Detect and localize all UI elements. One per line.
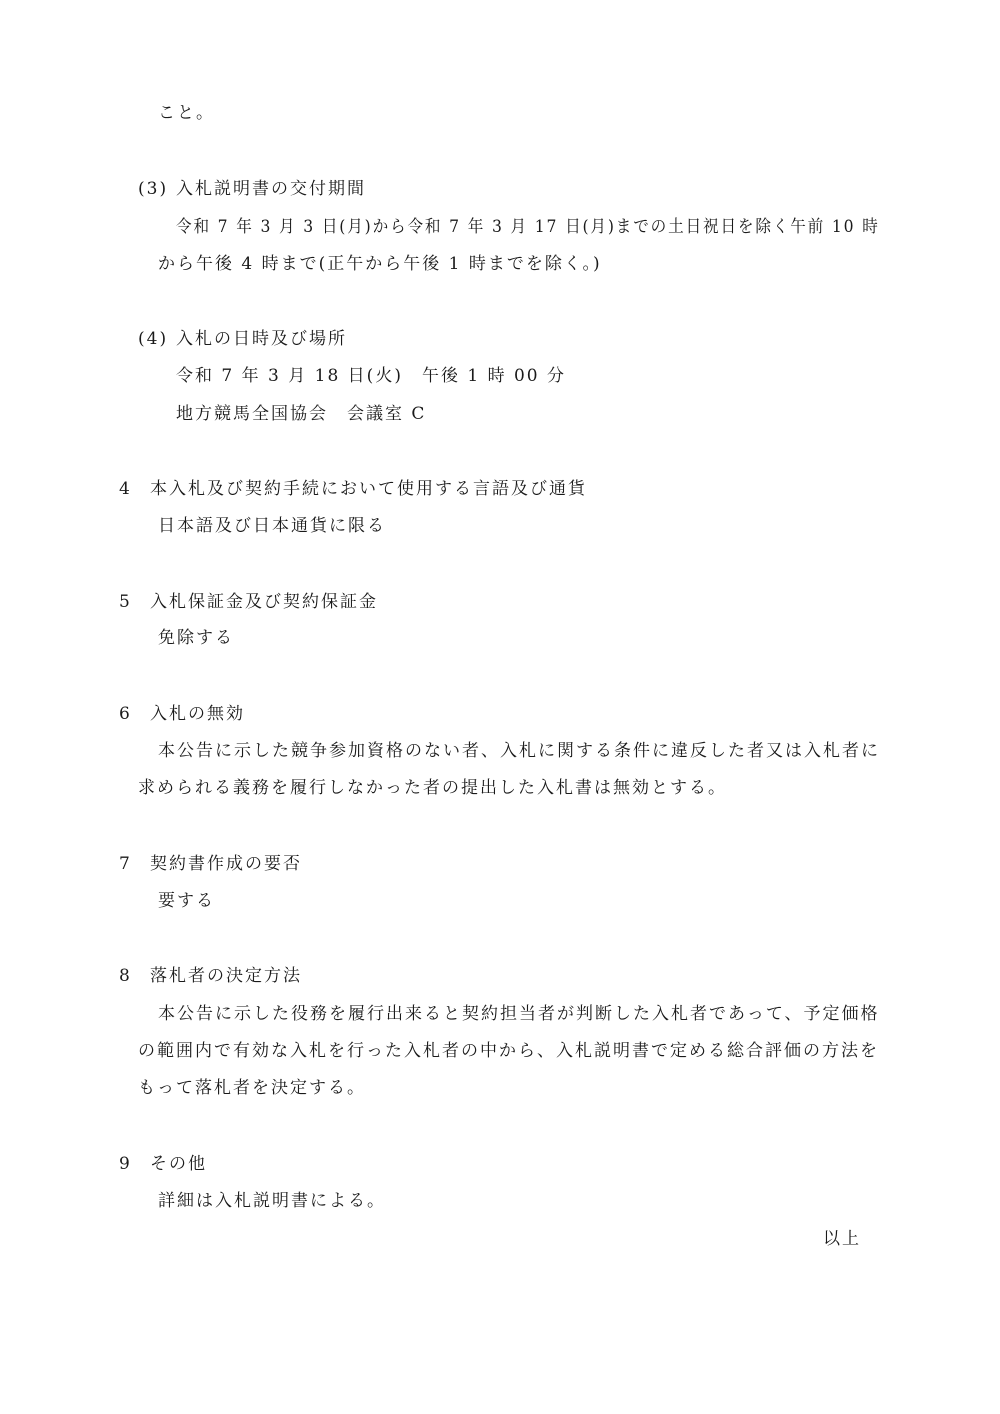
section-9-title: その他 xyxy=(150,1154,207,1174)
section-5-number: 5 xyxy=(119,592,132,612)
section-8-title: 落札者の決定方法 xyxy=(150,966,302,986)
section-9-body: 詳細は入札説明書による。 xyxy=(158,1191,386,1211)
item-4-place: 地方競馬全国協会 会議室 C xyxy=(176,404,427,424)
section-6-title: 入札の無効 xyxy=(150,704,245,724)
section-8-body-line-1: 本公告に示した役務を履行出来ると契約担当者が判断した入札者であって、予定価格 xyxy=(158,1004,880,1024)
item-3-body-line-1: 令和 7 年 3 月 3 日(月)から令和 7 年 3 月 17 日(月)までの土日祝日を除く午前 10 時 xyxy=(176,217,880,237)
item-3-body-line-2: から午後 4 時まで(正午から午後 1 時までを除く。) xyxy=(158,254,602,274)
section-8-body-line-3: もって落札者を決定する。 xyxy=(138,1078,366,1098)
section-6-number: 6 xyxy=(119,704,132,724)
section-6-body-line-1: 本公告に示した競争参加資格のない者、入札に関する条件に違反した者又は入札者に xyxy=(158,741,880,761)
section-7-title: 契約書作成の要否 xyxy=(150,854,302,874)
section-7-number: 7 xyxy=(119,854,132,874)
continuation-text: こと。 xyxy=(158,103,215,123)
section-4-number: 4 xyxy=(119,479,132,499)
section-4-title: 本入札及び契約手続において使用する言語及び通貨 xyxy=(150,479,587,499)
section-9-number: 9 xyxy=(119,1154,132,1174)
item-4-datetime: 令和 7 年 3 月 18 日(火) 午後 1 時 00 分 xyxy=(176,366,567,386)
section-8-number: 8 xyxy=(119,966,132,986)
item-3-number: (3) xyxy=(138,179,169,199)
item-4-title: 入札の日時及び場所 xyxy=(176,329,347,349)
section-7-body: 要する xyxy=(158,891,215,911)
section-5-body: 免除する xyxy=(158,628,234,648)
item-3-title: 入札説明書の交付期間 xyxy=(176,179,366,199)
section-8-body-line-2: の範囲内で有効な入札を行った入札者の中から、入札説明書で定める総合評価の方法を xyxy=(138,1041,879,1061)
section-6-body-line-2: 求められる義務を履行しなかった者の提出した入札書は無効とする。 xyxy=(138,778,727,798)
section-4-body: 日本語及び日本通貨に限る xyxy=(158,516,386,536)
closing-text: 以上 xyxy=(823,1229,861,1249)
item-4-number: (4) xyxy=(138,329,169,349)
section-5-title: 入札保証金及び契約保証金 xyxy=(150,592,378,612)
